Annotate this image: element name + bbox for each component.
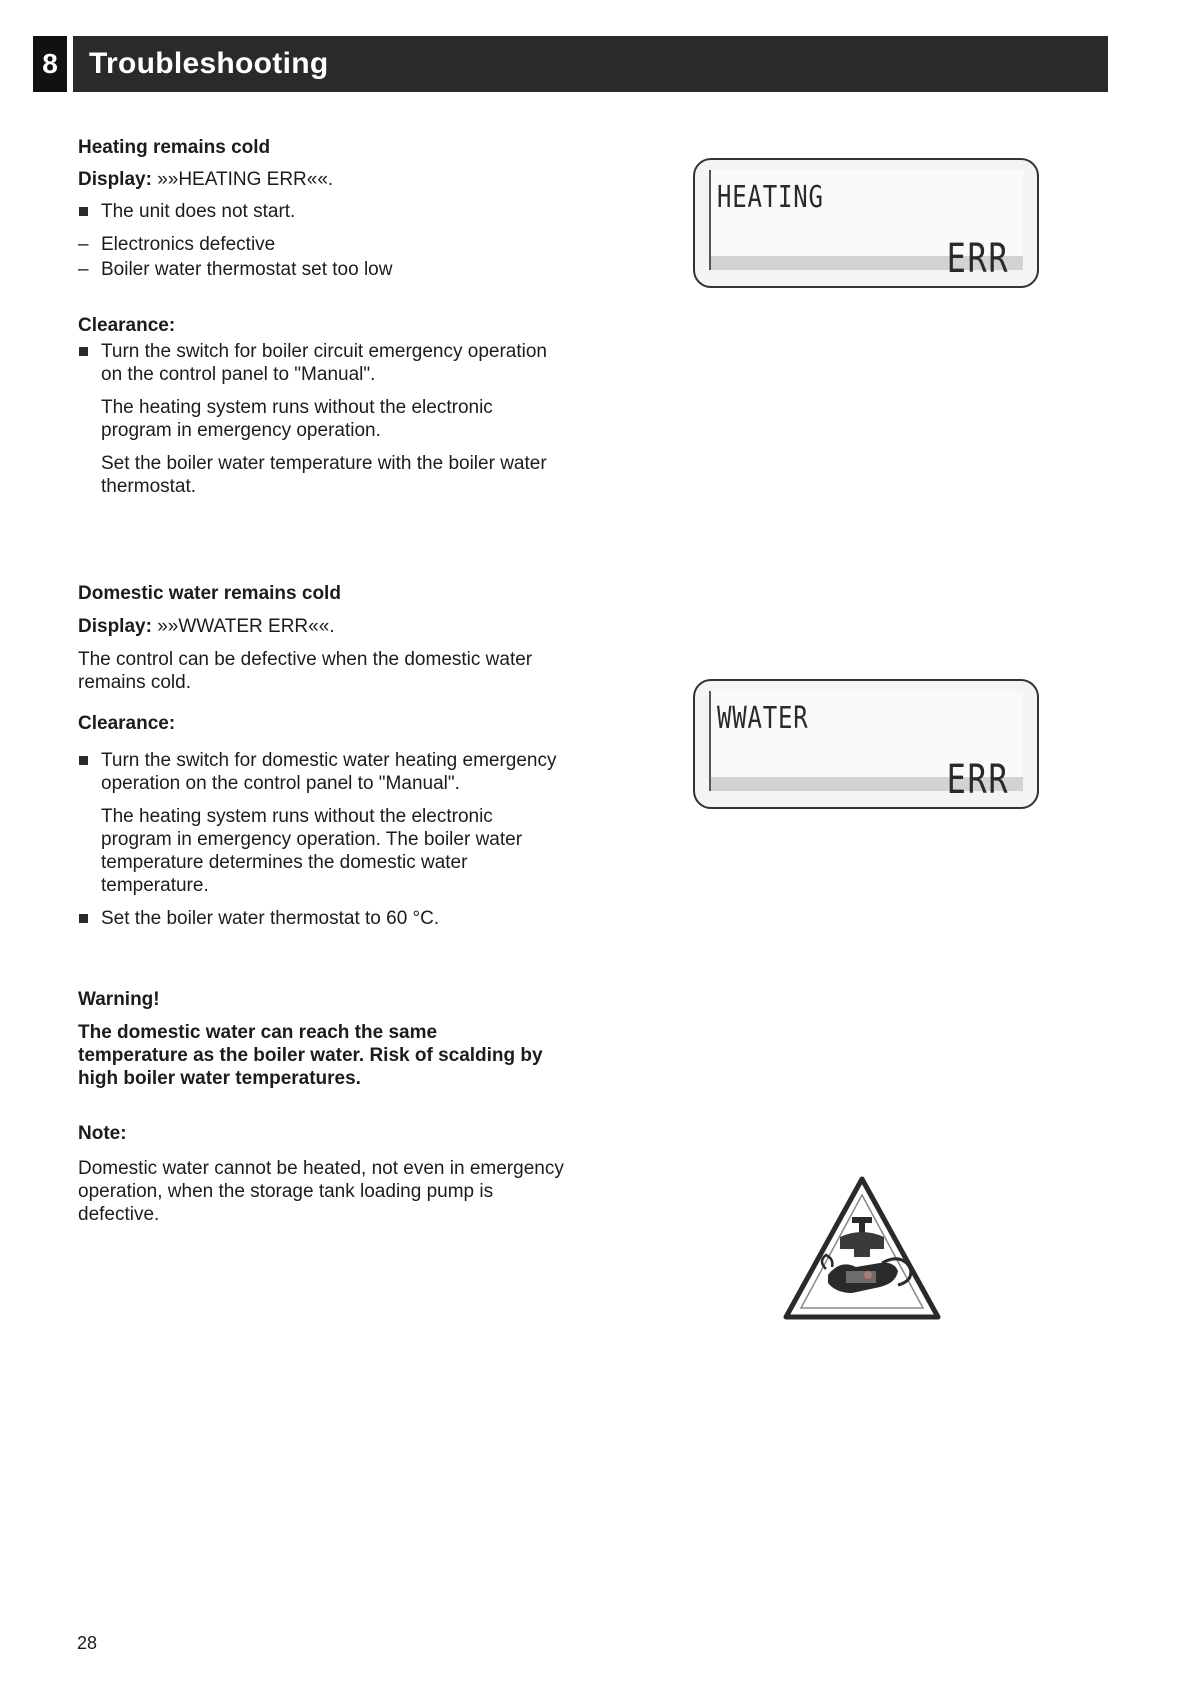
note-block bbox=[78, 1122, 568, 1226]
paragraph: Set the boiler water temperature with the boiler water thermostat. bbox=[101, 453, 547, 497]
display-value: »»HEATING ERR««. bbox=[157, 169, 334, 190]
lcd-display-heating bbox=[693, 158, 1039, 288]
section-title: Troubleshooting bbox=[89, 47, 329, 80]
display-line bbox=[78, 168, 568, 191]
lcd-line2: ERR bbox=[946, 236, 1009, 282]
display-label: Display: bbox=[78, 169, 152, 190]
clearance-heading: Clearance: bbox=[78, 315, 176, 336]
display-value: »»WWATER ERR««. bbox=[157, 616, 335, 637]
warning-heading: Warning! bbox=[78, 989, 160, 1010]
note-heading: Note: bbox=[78, 1123, 127, 1144]
warning-text: The domestic water can reach the same temperature as the boiler water. Risk of scalding by high boiler water temperatures. bbox=[78, 1022, 543, 1089]
page-number: 28 bbox=[77, 1633, 98, 1653]
bullet-icon bbox=[79, 347, 88, 356]
lcd-line2: ERR bbox=[946, 757, 1009, 803]
display-line bbox=[78, 615, 568, 638]
heading-domestic-cold: Domestic water remains cold bbox=[78, 583, 341, 604]
list-item: – Electronics defective bbox=[78, 234, 276, 255]
warning-block bbox=[78, 988, 568, 1090]
bullet-icon bbox=[79, 914, 88, 923]
dash-icon: – bbox=[78, 234, 89, 255]
list-item: Turn the switch for domestic water heating emergency operation on the control panel to "Manual". bbox=[78, 749, 568, 795]
heading-heating-cold: Heating remains cold bbox=[78, 137, 271, 158]
paragraph: The heating system runs without the electronic program in emergency operation. bbox=[101, 397, 493, 441]
lcd-display-wwater bbox=[693, 679, 1039, 809]
paragraph: The control can be defective when the domestic water remains cold. bbox=[78, 649, 533, 693]
list-item: – Boiler water thermostat set too low bbox=[78, 259, 393, 280]
lcd-line1: HEATING bbox=[717, 180, 824, 215]
dash-icon: – bbox=[78, 259, 89, 280]
scald-warning-icon bbox=[782, 1175, 942, 1323]
section-domestic-cold bbox=[78, 582, 568, 930]
clearance-heading: Clearance: bbox=[78, 713, 176, 734]
section-header bbox=[33, 36, 1108, 92]
list-item: Set the boiler water thermostat to 60 °C. bbox=[78, 907, 568, 930]
bullet-icon bbox=[79, 756, 88, 765]
list-item: Turn the switch for boiler circuit emergency operation on the control panel to "Manual". bbox=[78, 340, 568, 386]
lcd-line1: WWATER bbox=[717, 701, 809, 736]
note-text: Domestic water cannot be heated, not even in emergency operation, when the storage tank loading pump is defective. bbox=[78, 1158, 564, 1225]
paragraph: The heating system runs without the electronic program in emergency operation. The boiler water temperature determines the domestic water temperature. bbox=[101, 806, 523, 896]
section-number: 8 bbox=[33, 36, 73, 92]
display-label: Display: bbox=[78, 616, 152, 637]
section-heating-cold bbox=[78, 136, 568, 498]
bullet-icon bbox=[79, 207, 88, 216]
list-item: The unit does not start. bbox=[78, 200, 568, 223]
